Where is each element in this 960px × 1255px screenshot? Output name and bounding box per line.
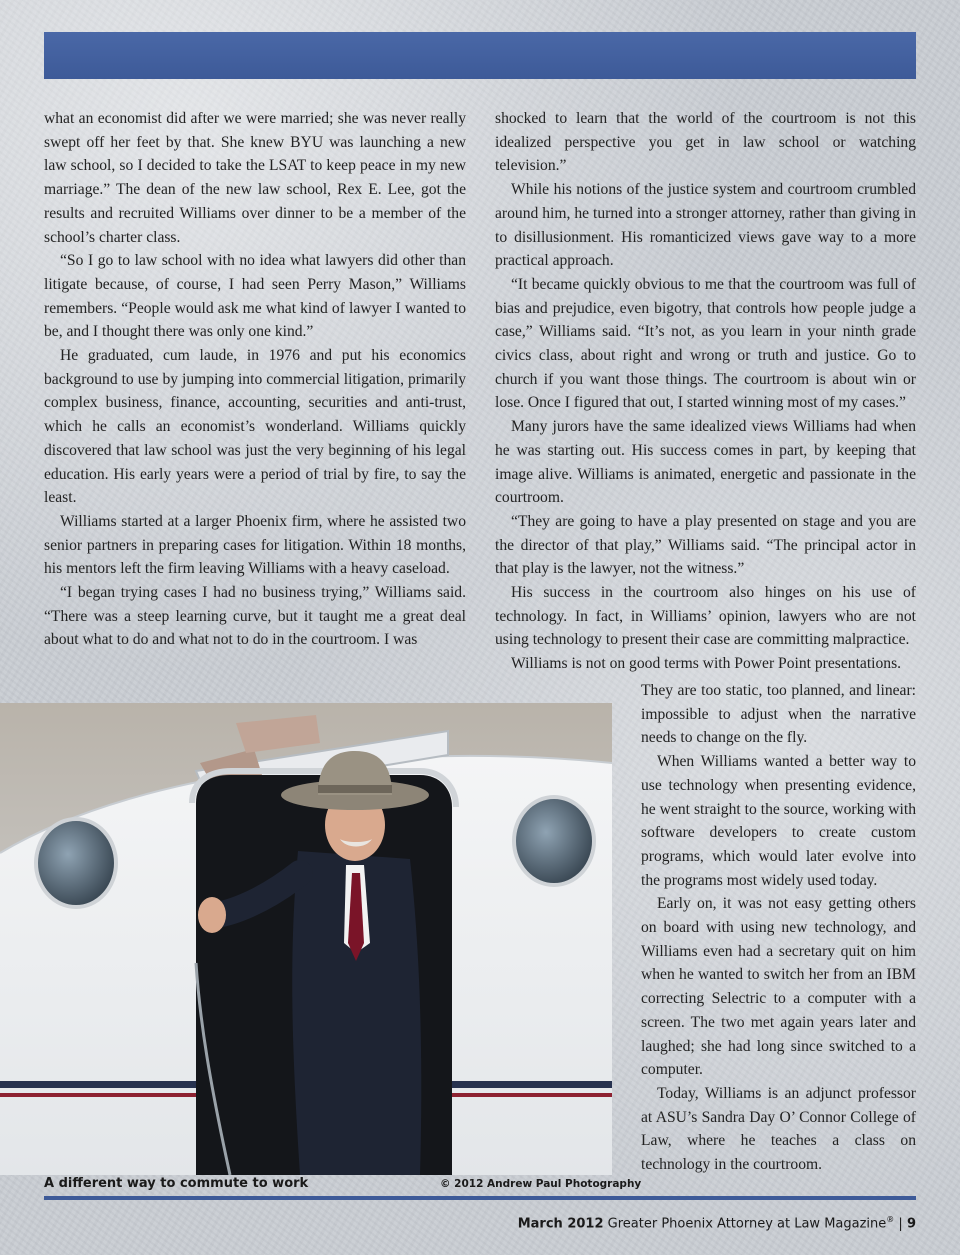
paragraph: Williams is not on good terms with Power Point presentations. — [511, 655, 902, 673]
article-left-column — [44, 107, 466, 652]
page-number: 9 — [906, 1216, 916, 1232]
window-right — [514, 797, 594, 885]
window-left — [36, 819, 116, 907]
paragraph: what an economist did after we were married; she was never really swept off her feet by that. She knew BYU was launching a new law school, so I decided to take the LSAT to keep peace in my new marriage.” The dean of the new law school, Rex E. Lee, got the results and recruited Williams over dinner to be a member of the school’s charter class. — [44, 110, 466, 246]
paragraph: When Williams wanted a better way to use technology when presenting evidence, he went straight to the source, working with software developers to create custom programs, which would later evolve into the programs most widely used today. — [641, 753, 916, 889]
paragraph: While his notions of the justice system and courtroom crumbled around him, he turned into a stronger attorney, rather than giving in to disillusionment. His romanticized views gave way to a more practical approach. — [495, 181, 916, 270]
footer-publication: Greater Phoenix Attorney at Law Magazine — [607, 1216, 887, 1232]
plane-photo-illustration — [0, 703, 612, 1175]
paragraph: His success in the courtroom also hinges on his use of technology. In fact, in Williams’ opinion, lawyers who are not using technology to present their case are committing malpractice. — [495, 584, 916, 649]
paragraph: “They are going to have a play presented on stage and you are the director of that play,” Williams said. “The principal actor in that play is the lawyer, not the witness.” — [495, 512, 916, 578]
paragraph: “So I go to law school with no idea what lawyers did other than litigate because, of course, I had seen Perry Mason,” Williams remembers. “People would ask me what kind of lawyer I wanted to be, and I thought there was only one kind.” — [44, 252, 466, 341]
paragraph: He graduated, cum laude, in 1976 and put his economics background to use by jumping into commercial litigation, primarily complex business, finance, accounting, securities and anti-trust, which he calls an economist’s wonderland. Williams quickly discovered that law school was just the very beginning of his legal education. His early years were a period of trial by fire, to say the least. — [44, 347, 466, 507]
photo-caption: A different way to commute to work — [44, 1176, 309, 1191]
man-hand — [198, 897, 226, 933]
registered-mark: ® — [886, 1215, 895, 1224]
paragraph: They are too static, too planned, and linear: impossible to adjust when the narrative needs to change on the fly. — [641, 682, 916, 747]
paragraph: Today, Williams is an adjunct professor at ASU’s Sandra Day O’ Connor College of Law, where he teaches a class on technology in the courtroom. — [641, 1084, 916, 1174]
footer-issue: March 2012 — [517, 1216, 604, 1232]
footer-separator: | — [898, 1216, 903, 1232]
paragraph: “It became quickly obvious to me that the courtroom was full of bias and prejudice, even bigotry, that controls how people judge a case,” Williams said. “It’s not, as you learn in your ninth grade civics class, about right and wrong or truth and justice. Go to church if you want those things. The courtroom is about win or lose. Once I figured that out, I started winning most of my cases.” — [495, 275, 916, 412]
hat-band — [318, 785, 392, 793]
photo-man-boarding-plane — [0, 703, 612, 1175]
paragraph: “I began trying cases I had no business trying,” Williams said. “There was a steep learning curve, but it taught me a great deal about what to do and what not to do in the courtroom. I was — [44, 584, 466, 649]
article-narrow-column — [641, 679, 916, 1177]
paragraph: Williams started at a larger Phoenix firm, where he assisted two senior partners in preparing cases for litigation. Within 18 months, his mentors left the firm leaving Williams with a heavy caseload. — [44, 512, 466, 578]
paragraph: Early on, it was not easy getting others on board with using new technology, and Williams even had a secretary quit on him when he wanted to switch her from an IBM correcting Selectric to a computer with a screen. The two met again years later and laughed; she had long since switched to a computer. — [641, 895, 916, 1079]
paragraph: Many jurors have the same idealized views Williams had when he was starting out. His success comes in part, by keeping that image alive. Williams is animated, energetic and passionate in the courtroom. — [495, 418, 916, 507]
header-band — [44, 32, 916, 79]
page-footer — [518, 1215, 916, 1231]
paragraph: shocked to learn that the world of the courtroom is not this idealized perspective you get in law school or watching television.” — [495, 110, 916, 175]
article-right-column — [495, 107, 916, 676]
footer-rule — [44, 1196, 916, 1200]
photo-credit: © 2012 Andrew Paul Photography — [440, 1178, 642, 1190]
